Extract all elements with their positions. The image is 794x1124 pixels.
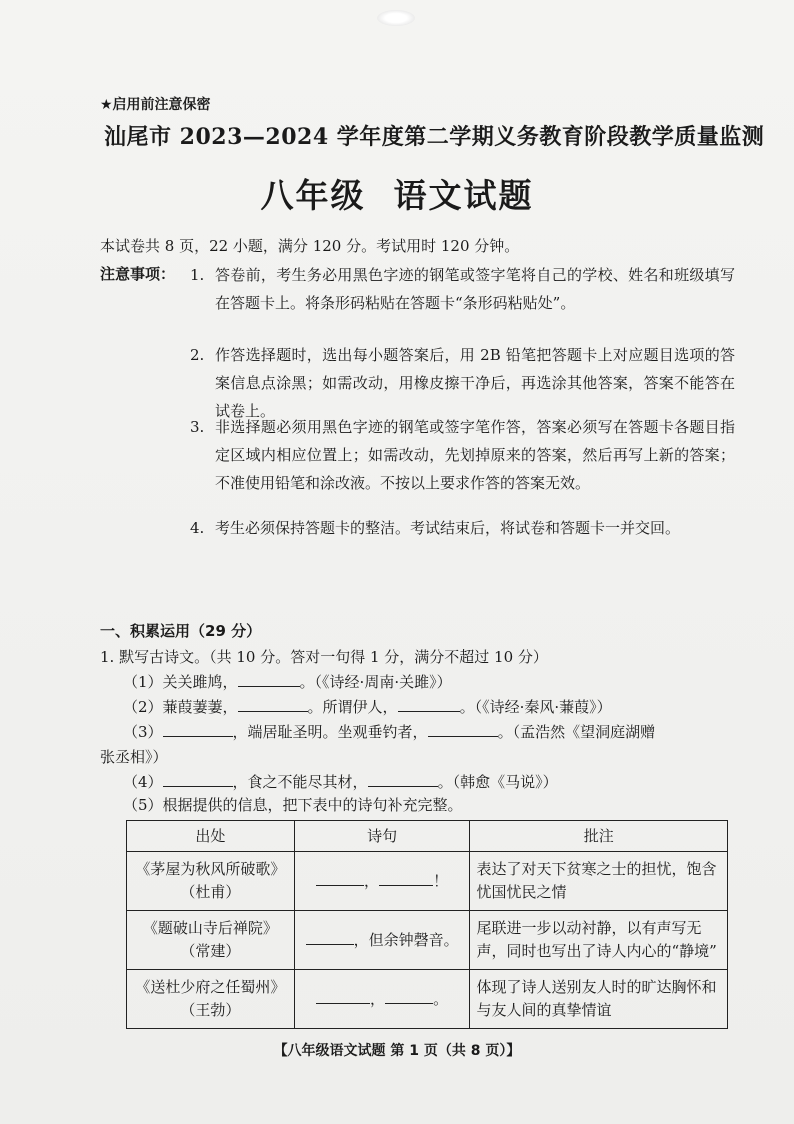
answer-blank[interactable] (238, 697, 308, 712)
binding-hole (377, 10, 415, 26)
notes-label: 注意事项： (100, 265, 176, 283)
item-text: ，食之不能尽其材， (232, 773, 368, 791)
verse-text: 。 (433, 989, 449, 1008)
item-text: （2）蒹葭萋萋， (123, 698, 238, 716)
verse-text: ， (370, 989, 386, 1008)
note-number: 1. (190, 266, 205, 284)
answer-blank[interactable] (316, 871, 364, 886)
note-text: 非选择题必须用黑色字迹的钢笔或签字笔作答，答案必须写在答题卡各题目指定区域内相应位置上；如需改动，先划掉原来的答案，然后再写上新的答案；不准使用铅笔和涂改液。不按以上要求作答的答案无效。 (215, 418, 735, 492)
item-4 (123, 770, 558, 794)
verse-cell (294, 970, 470, 1029)
answer-blank[interactable] (368, 772, 438, 787)
note-item (190, 261, 735, 317)
poem-author: （杜甫） (180, 883, 241, 901)
table-row (127, 852, 728, 911)
verse-cell (294, 852, 470, 911)
poem-author: （常建） (180, 942, 241, 960)
verse-text: ，但余钟磬音。 (353, 930, 459, 949)
answer-blank[interactable] (163, 772, 233, 787)
item-1 (123, 670, 452, 694)
item-text: （3） (123, 723, 163, 741)
poem-source: 《送杜少府之任蜀州》 (135, 978, 286, 996)
table-header-row (127, 821, 728, 852)
note-item (190, 413, 735, 497)
item-3-continued: 张丞相》） (100, 748, 168, 766)
page-footer: 【八年级语文试题 第 1 页（共 8 页）】 (273, 1043, 521, 1059)
poem-table (126, 820, 728, 1029)
answer-blank[interactable] (306, 930, 354, 945)
item-text: ，端居耻圣明。坐观垂钓者， (232, 723, 428, 741)
table-row (127, 970, 728, 1029)
item-text: 。（《诗经·秦风·蒹葭》） (459, 698, 612, 716)
source-cell (127, 970, 295, 1029)
subject-label: 语文试题 (393, 176, 534, 215)
annotation-cell: 尾联进一步以动衬静，以有声写无声，同时也写出了诗人内心的“静境” (470, 911, 728, 970)
item-text: （1）关关雎鸠， (123, 673, 238, 691)
source-cell (127, 852, 295, 911)
source-cell (127, 911, 295, 970)
poem-source: 《题破山寺后禅院》 (142, 919, 278, 937)
poem-author: （王勃） (180, 1001, 241, 1019)
verse-text: ！ (433, 871, 449, 890)
item-text: （4） (123, 773, 163, 791)
exam-info: 本试卷共 8 页，22 小题，满分 120 分。考试用时 120 分钟。 (100, 237, 520, 255)
answer-blank[interactable] (428, 722, 498, 737)
item-text: 。（《诗经·周南·关雎》） (299, 673, 452, 691)
item-text: 。（孟浩然《望洞庭湖赠 (497, 723, 656, 741)
question-1-stem: 1. 默写古诗文。（共 10 分。答对一句得 1 分，满分不超过 10 分） (100, 648, 548, 666)
exam-title: 汕尾市 2023—2024 学年度第二学期义务教育阶段教学质量监测 (104, 124, 765, 150)
item-text: 。（韩愈《马说》） (437, 773, 558, 791)
item-3 (123, 720, 655, 744)
item-2 (123, 695, 612, 719)
column-header: 批注 (470, 821, 728, 852)
annotation-cell: 体现了诗人送别友人时的旷达胸怀和与友人间的真挚情谊 (470, 970, 728, 1029)
grade-label: 八年级 (260, 176, 366, 215)
answer-blank[interactable] (398, 697, 460, 712)
note-number: 4. (190, 519, 205, 537)
column-header: 诗句 (294, 821, 470, 852)
column-header: 出处 (127, 821, 295, 852)
note-number: 3. (190, 418, 205, 436)
section-title: 一、积累运用（29 分） (100, 622, 262, 640)
answer-blank[interactable] (238, 672, 300, 687)
answer-blank[interactable] (316, 989, 370, 1004)
table-row (127, 911, 728, 970)
answer-blank[interactable] (163, 722, 233, 737)
note-text: 作答选择题时，选出每小题答案后，用 2B 铅笔把答题卡上对应题目选项的答案信息点涂黑；如需改动，用橡皮擦干净后，再选涂其他答案，答案不能答在试卷上。 (215, 346, 735, 420)
verse-cell (294, 911, 470, 970)
answer-blank[interactable] (385, 989, 433, 1004)
note-text: 答卷前，考生务必用黑色字迹的钢笔或签字笔将自己的学校、姓名和班级填写在答题卡上。将条形码粘贴在答题卡“条形码粘贴处”。 (215, 266, 735, 312)
note-item (190, 514, 735, 542)
note-text: 考生必须保持答题卡的整洁。考试结束后，将试卷和答题卡一并交回。 (215, 519, 681, 537)
subject-title (0, 170, 794, 217)
poem-source: 《茅屋为秋风所破歌》 (135, 860, 286, 878)
confidential-notice: ★启用前注意保密 (100, 97, 211, 113)
item-text: 。所谓伊人， (307, 698, 398, 716)
annotation-cell: 表达了对天下贫寒之士的担忧，饱含忧国忧民之情 (470, 852, 728, 911)
item-5: （5）根据提供的信息，把下表中的诗句补充完整。 (123, 796, 463, 814)
verse-text: ， (364, 871, 380, 890)
answer-blank[interactable] (379, 871, 433, 886)
note-number: 2. (190, 346, 205, 364)
